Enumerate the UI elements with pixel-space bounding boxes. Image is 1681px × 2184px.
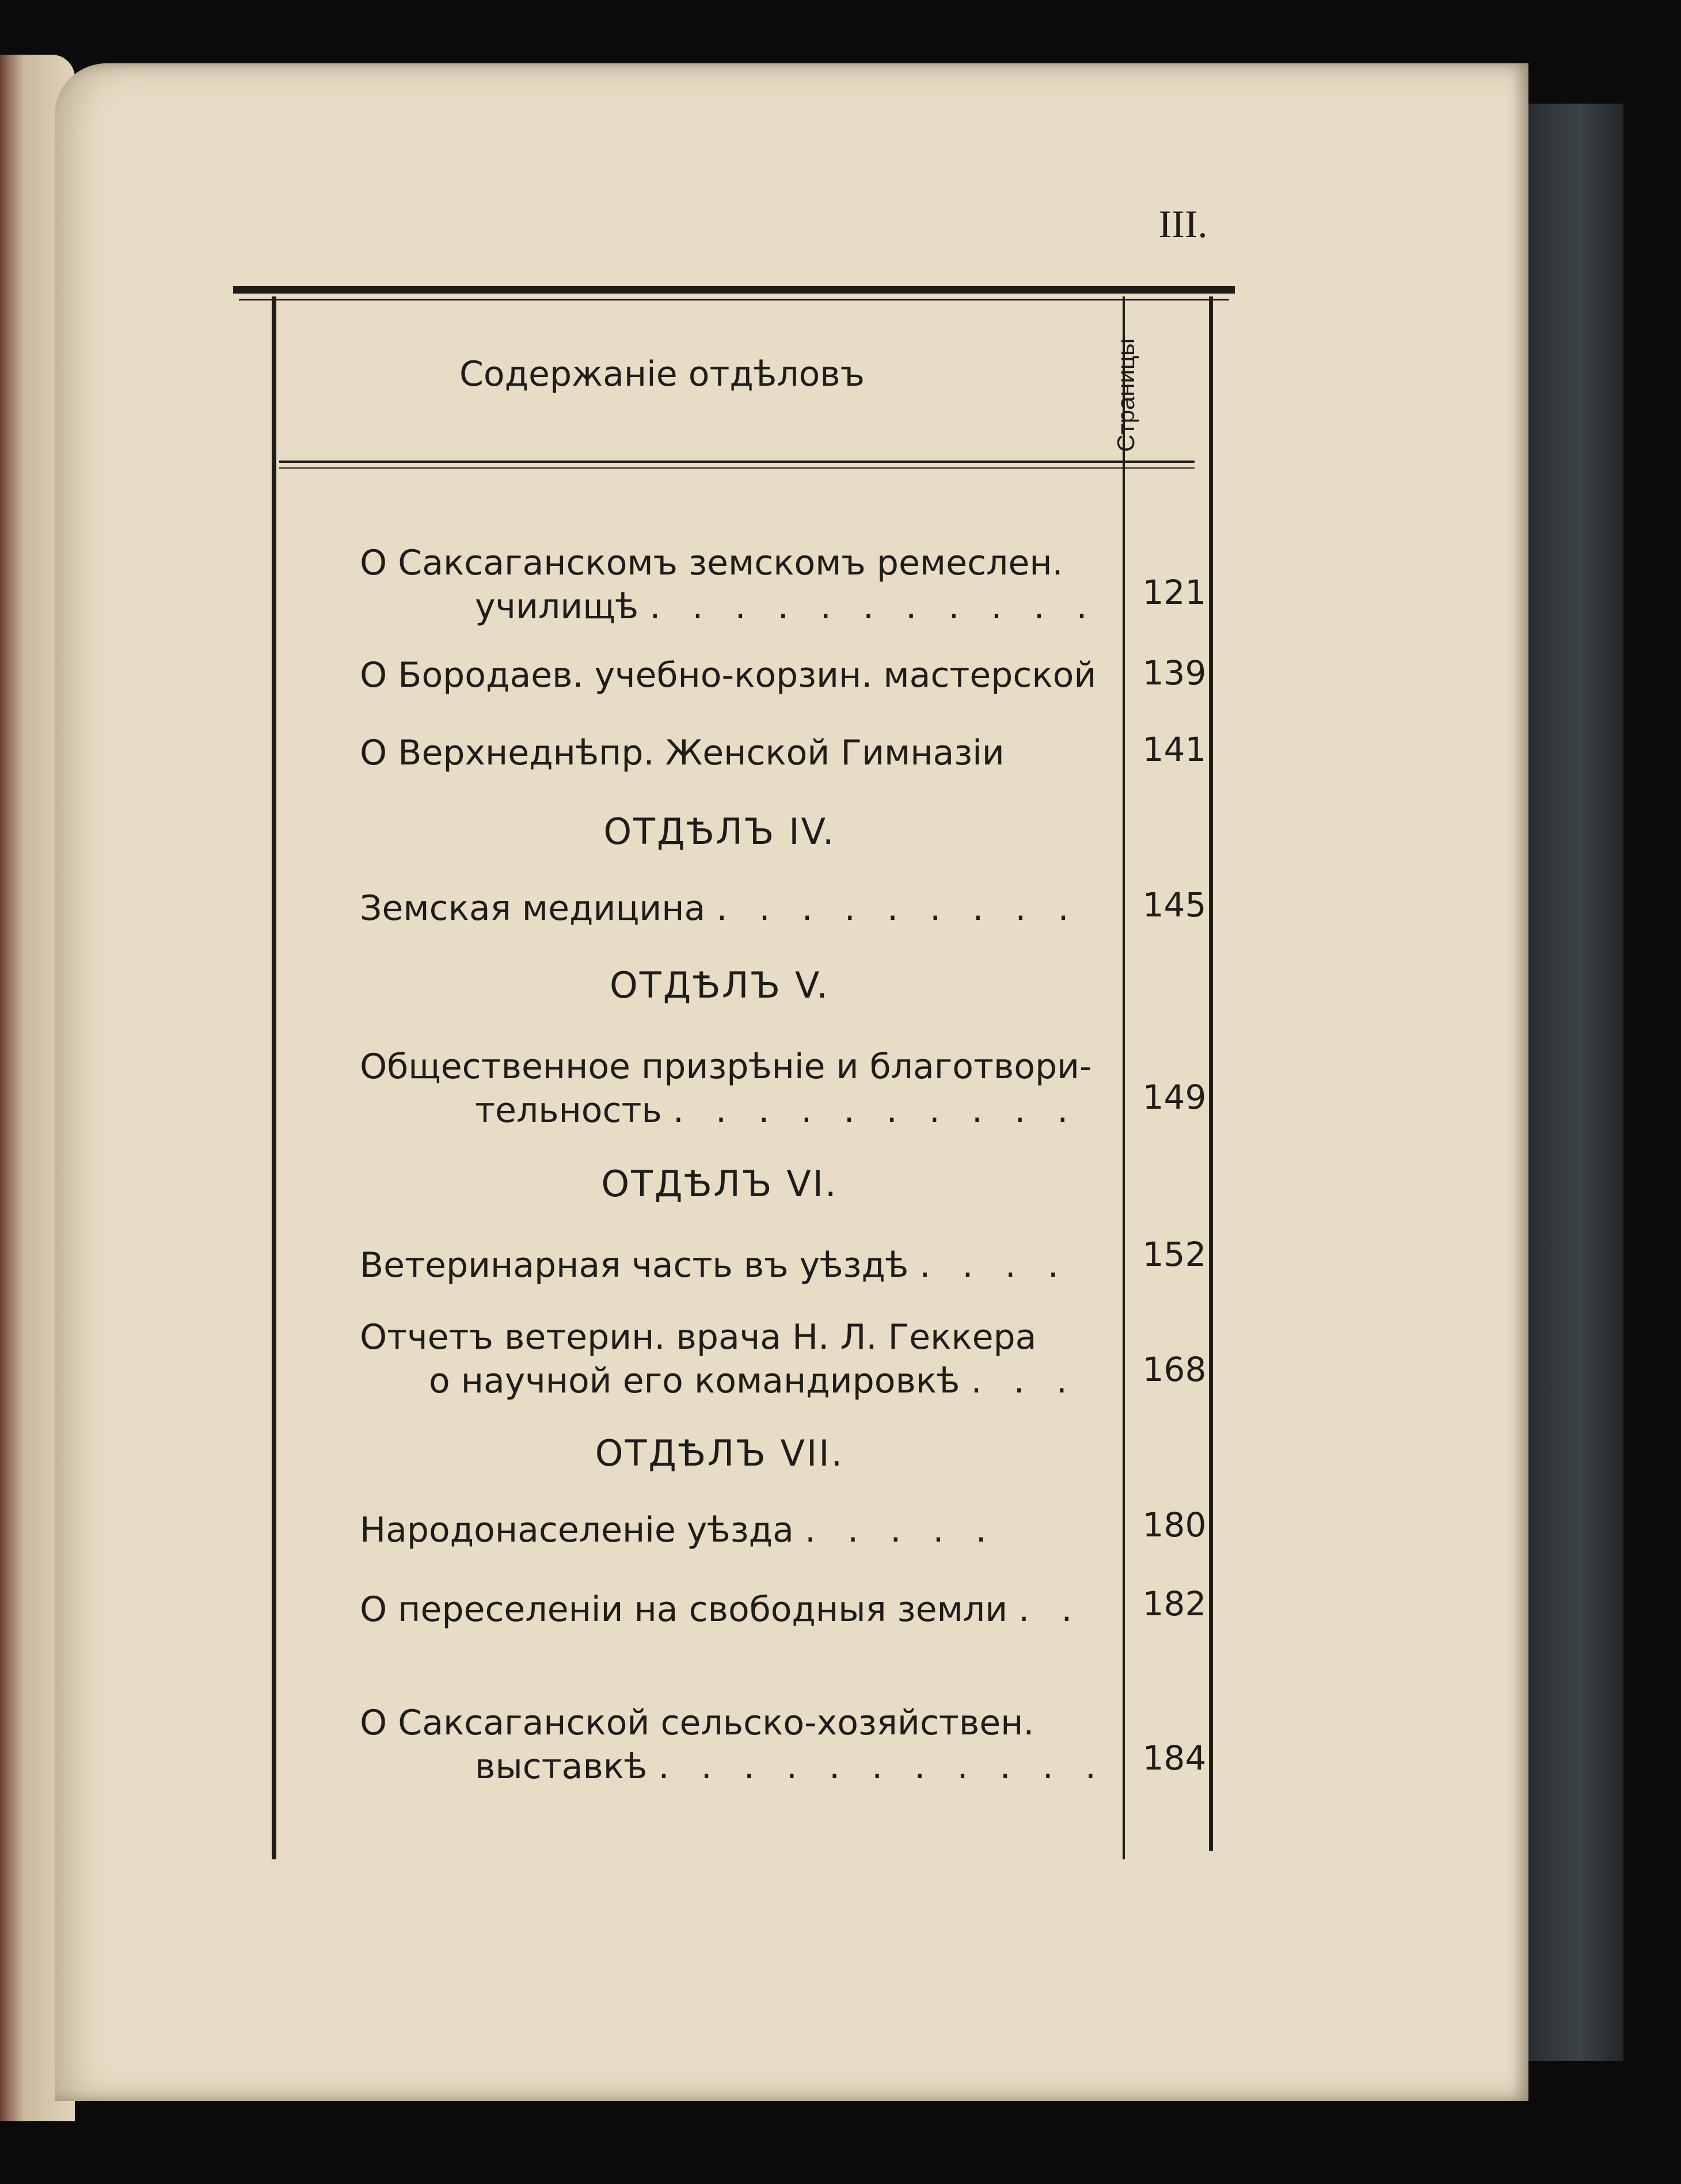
entry-title-line: О Саксаганскомъ земскомъ ремеслен. bbox=[360, 543, 1063, 583]
section-heading: ОТДѢЛЪ IV. bbox=[603, 811, 836, 853]
toc-entry bbox=[360, 1243, 1120, 1287]
toc-entry bbox=[360, 1045, 1120, 1132]
entry-page-number: 168 bbox=[1142, 1350, 1207, 1389]
entry-page-number: 149 bbox=[1142, 1078, 1207, 1117]
entry-page-number: 184 bbox=[1142, 1738, 1207, 1778]
entry-title: О переселенiи на свободныя земли bbox=[360, 1589, 1008, 1630]
entry-title: Народонаселенiе уѣзда bbox=[360, 1510, 794, 1550]
entry-title-line: Общественное призрѣнiе и благотвори- bbox=[360, 1047, 1092, 1087]
toc-entry bbox=[360, 1588, 1120, 1631]
toc-entry bbox=[360, 1508, 1120, 1552]
entry-title-line: Отчетъ ветерин. врача Н. Л. Геккера bbox=[360, 1317, 1037, 1357]
table-header-title: Содержанiе отдѣловъ bbox=[459, 354, 865, 394]
entry-page-number: 180 bbox=[1142, 1505, 1207, 1544]
section-heading: ОТДѢЛЪ VI. bbox=[601, 1163, 838, 1205]
pages-column-label: Страницы bbox=[1112, 338, 1139, 452]
header-separator-thin-rule bbox=[279, 467, 1195, 469]
entry-title-continuation: училищѣ bbox=[475, 587, 639, 627]
toc-entry bbox=[360, 541, 1120, 629]
entry-page-number: 145 bbox=[1142, 885, 1207, 924]
toc-entry bbox=[360, 1701, 1120, 1789]
left-border-rule bbox=[272, 296, 276, 1859]
dot-leader: . . . . . bbox=[804, 1510, 997, 1550]
dot-leader: . . . . . . . . . . . bbox=[658, 1747, 1106, 1787]
top-border-rule bbox=[233, 286, 1235, 294]
dot-leader: . . bbox=[1018, 1589, 1083, 1630]
top-border-thin-rule bbox=[239, 299, 1229, 300]
entry-title-line: О Верхнеднѣпр. Женской Гимназiи bbox=[360, 733, 1005, 773]
entry-page-number: 121 bbox=[1142, 573, 1207, 612]
dot-leader: . . . . . . . . . . bbox=[672, 1090, 1079, 1131]
header-separator-rule bbox=[279, 461, 1195, 463]
entry-title-continuation: выставкѣ bbox=[475, 1747, 648, 1787]
entry-title-continuation: о научной его командировкѣ bbox=[429, 1361, 960, 1401]
section-heading: ОТДѢЛЪ V. bbox=[610, 964, 830, 1006]
toc-entry bbox=[360, 731, 1120, 775]
dot-leader: . . . . bbox=[919, 1245, 1069, 1285]
entry-title-line: О Саксаганской сельско-хозяйствен. bbox=[360, 1703, 1035, 1743]
toc-entry bbox=[360, 886, 1120, 930]
entry-page-number: 152 bbox=[1142, 1235, 1207, 1274]
entry-title-continuation: тельность bbox=[475, 1090, 662, 1131]
dot-leader: . . . . . . . . . bbox=[716, 888, 1079, 929]
dot-leader: . . . . . . . . . . . bbox=[649, 587, 1098, 627]
entry-page-number: 141 bbox=[1142, 730, 1207, 769]
entry-title-line: О Бородаев. учебно-корзин. мастерской bbox=[360, 655, 1097, 695]
entry-page-number: 182 bbox=[1142, 1584, 1207, 1623]
section-heading: ОТДѢЛЪ VII. bbox=[595, 1432, 845, 1474]
entry-page-number: 139 bbox=[1142, 653, 1207, 693]
page-number: III. bbox=[1158, 202, 1208, 246]
dot-leader: . . . bbox=[971, 1361, 1078, 1401]
toc-entry bbox=[360, 1315, 1120, 1403]
column-divider-rule bbox=[1123, 296, 1125, 1859]
toc-entry bbox=[360, 653, 1120, 697]
entry-title: Ветеринарная часть въ уѣздѣ bbox=[360, 1245, 909, 1285]
entry-title: Земская медицина bbox=[360, 888, 706, 929]
